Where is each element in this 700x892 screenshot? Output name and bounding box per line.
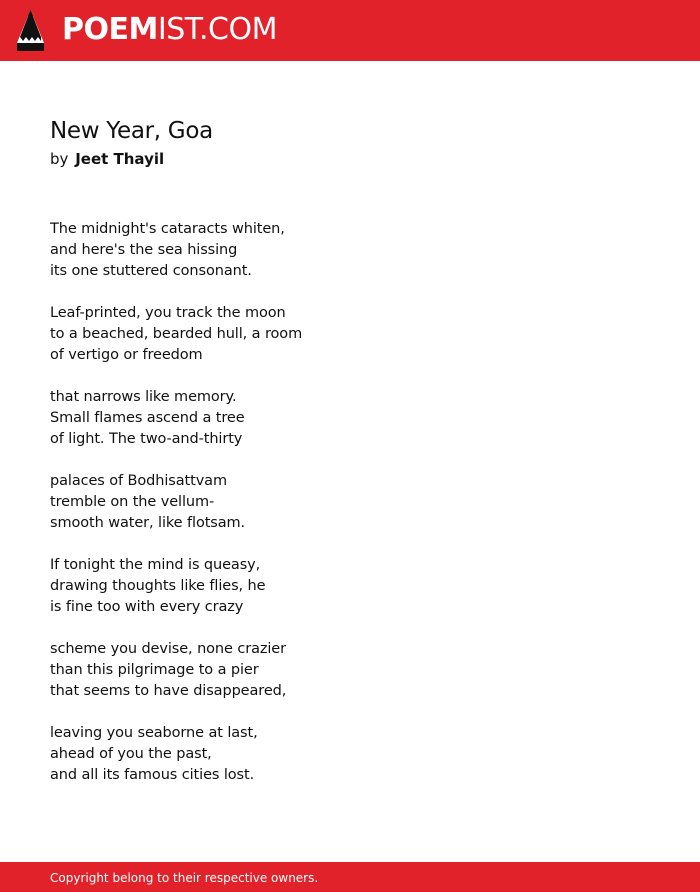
poem-line: leaving you seaborne at last, bbox=[50, 725, 258, 741]
poem-line: tremble on the vellum- bbox=[50, 494, 215, 510]
poem-line: is fine too with every crazy bbox=[50, 599, 244, 615]
stanza bbox=[50, 471, 450, 534]
brand-light-text: IST.COM bbox=[157, 12, 277, 47]
poem-line: its one stuttered consonant. bbox=[50, 263, 252, 279]
by-label: by bbox=[50, 150, 69, 168]
poem-line: If tonight the mind is queasy, bbox=[50, 557, 261, 573]
stanza bbox=[50, 387, 450, 450]
stanza bbox=[50, 303, 450, 366]
poem-line: than this pilgrimage to a pier bbox=[50, 662, 259, 678]
copyright-text: Copyright belong to their respective owners. bbox=[50, 871, 319, 885]
stanza bbox=[50, 219, 450, 282]
poem-line: to a beached, bearded hull, a room bbox=[50, 326, 303, 342]
poem-body bbox=[50, 219, 450, 807]
poem-line: of vertigo or freedom bbox=[50, 347, 203, 363]
poem-line: Leaf-printed, you track the moon bbox=[50, 305, 286, 321]
poem-line: that narrows like memory. bbox=[50, 389, 237, 405]
poem-line: The midnight's cataracts whiten, bbox=[50, 221, 285, 237]
poem-line: and all its famous cities lost. bbox=[50, 767, 255, 783]
stanza bbox=[50, 555, 450, 618]
stanza bbox=[50, 639, 450, 702]
poem-line: drawing thoughts like flies, he bbox=[50, 578, 266, 594]
poem-line: and here's the sea hissing bbox=[50, 242, 238, 258]
site-footer bbox=[0, 862, 700, 892]
poem-line: of light. The two-and-thirty bbox=[50, 431, 243, 447]
poem-line: palaces of Bodhisattvam bbox=[50, 473, 227, 489]
pencil-tip-icon[interactable] bbox=[17, 10, 44, 51]
site-header bbox=[0, 0, 700, 61]
byline bbox=[50, 148, 164, 170]
poem-line: smooth water, like flotsam. bbox=[50, 515, 246, 531]
brand-bold-text: POEM bbox=[62, 12, 158, 47]
poem-line: that seems to have disappeared, bbox=[50, 683, 287, 699]
poem-line: Small flames ascend a tree bbox=[50, 410, 245, 426]
poem-title: New Year, Goa bbox=[50, 118, 213, 144]
brand-wordmark[interactable] bbox=[62, 12, 277, 48]
stanza bbox=[50, 723, 450, 786]
poem-line: ahead of you the past, bbox=[50, 746, 212, 762]
author-name: Jeet Thayil bbox=[75, 150, 165, 168]
poem-line: scheme you devise, none crazier bbox=[50, 641, 286, 657]
